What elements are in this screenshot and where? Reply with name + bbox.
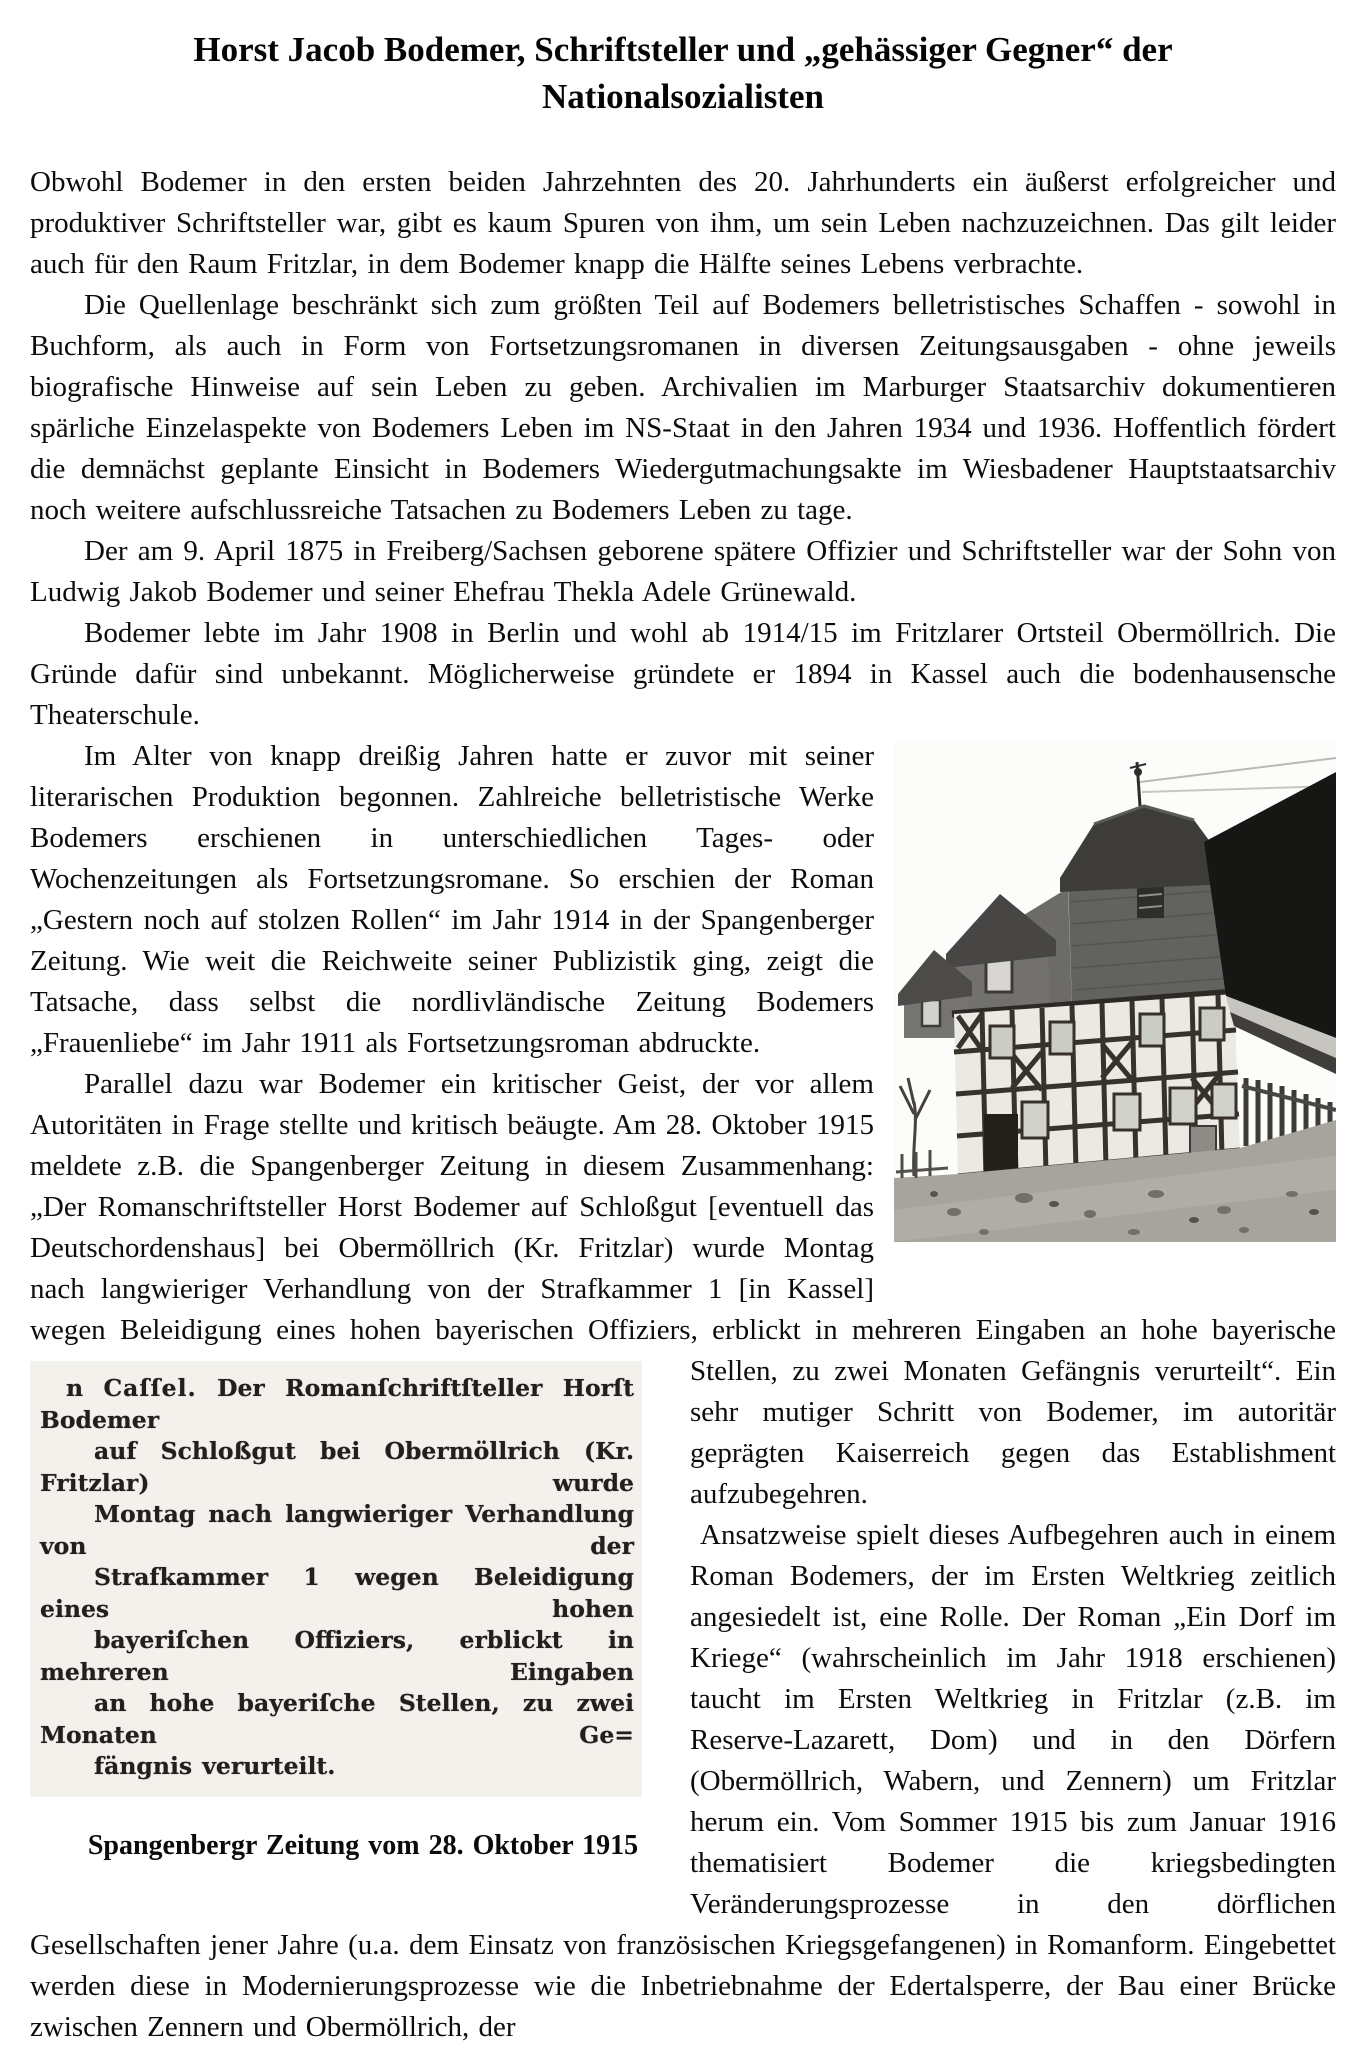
clipping-line: Montag nach langwieriger Verhandlung von der — [40, 1500, 634, 1560]
clipping-line: Strafkammer 1 wegen Beleidigung eines hohen — [40, 1563, 634, 1623]
paragraph-1: Obwohl Bodemer in den ersten beiden Jahrzehnten des 20. Jahrhunderts ein äußerst erfolgreicher und produktiver Schriftsteller war, gibt es kaum Spuren von ihm, um sein Leben nachzuzeichnen. Das gilt leider auch für den Raum Fritzlar, in dem Bodemer knapp die Hälfte seines Lebens verbrachte. — [30, 166, 1336, 280]
paragraph-2: Die Quellenlage beschränkt sich zum größten Teil auf Bodemers belletristisches Schaffen - sowohl in Buchform, als auch in Form von Fortsetzungsromanen in diversen Zeitungsausgaben - ohne jeweils biografische Hinweise auf sein Leben zu geben. Archivalien im Marburger Staatsarchiv dokumentieren spärliche Einzelaspekte von Bodemers Leben im NS-Staat in den Jahren 1934 und 1936. Hoffentlich fördert die demnächst geplante Einsicht in Bodemers Wiedergutmachungsakte im Wiesbadener Hauptstaatsarchiv noch weitere aufschlussreiche Tatsachen zu Bodemers Leben zu tage. — [30, 289, 1336, 526]
clipping-fraktur-text — [30, 1361, 642, 1797]
clipping-caption: Spangenbergr Zeitung vom 28. Oktober 1915 — [87, 1829, 639, 1861]
clipping-line: fängnis verurteilt. — [94, 1752, 336, 1780]
title-line-2: Nationalsozialisten — [542, 77, 824, 116]
clipping-line: bayeriſchen Offiziers, erblickt in mehreren Eingaben — [40, 1626, 634, 1686]
clipping-dateline: Caſſel. — [103, 1374, 197, 1402]
clipping-margin-mark: n — [66, 1374, 84, 1402]
paragraph-6-text-after-clipping: mehreren Eingaben an hohe bayerische Stellen, zu zwei Monaten Gefängnis verurteilt“. Ein sehr mutiger Schritt von Bodemer, im autoritär geprägten Kaiserreich gegen das Establishment aufzubegehren. — [690, 1314, 1337, 1510]
clipping-line — [40, 1373, 634, 1436]
title-line-1: Horst Jacob Bodemer, Schriftsteller und „gehässiger Gegner“ der — [193, 30, 1173, 69]
paragraph-5-text: Im Alter von knapp dreißig Jahren hatte er zuvor mit seiner literarischen Produktion begonnen. Zahlreiche belletristische Werke Bodemers erschienen in unterschiedlichen Tages- oder Wochenzeitungen als Fortsetzungsromane. So erschien der Roman „Gestern noch auf stolzen Rollen“ im Jahr 1914 in der Spangenberger Zeitung. Wie weit die Reichweite seiner Publizistik ging, zeigt die Tatsache, dass selbst die nordlivländische Zeitung Bodemers „Frauenliebe“ im Jahr 1911 als Fortsetzungsroman abdruckte. — [30, 740, 874, 1059]
paragraph-3: Der am 9. April 1875 in Freiberg/Sachsen geborene spätere Offizier und Schriftsteller war der Sohn von Ludwig Jakob Bodemer und seiner Ehefrau Thekla Adele Grünewald. — [30, 535, 1336, 608]
paragraph-7: Ansatzweise spielt dieses Aufbegehren auch in einem Roman Bodemers, der im Ersten Weltkrieg zeitlich angesiedelt ist, eine Rolle. Der Roman „Ein Dorf im Kriege“ (wahrscheinlich im Jahr 1918 erschienen) taucht im Ersten Weltkrieg in Fritzlar (z.B. im Reserve-Lazarett, Dom) und in den Dörfern (Obermöllrich, Wabern, und Zennern) um Fritzlar herum ein. Vom Sommer 1915 bis zum Januar 1916 thematisiert Bodemer die kriegsbedingten Veränderungsprozesse in den dörflichen Gesellschaften jener Jahre (u.a. dem Einsatz von französischen Kriegsgefangenen) in Romanform. Eingebettet werden diese in Modernierungsprozesse wie die Inbetriebnahme der Edertalsperre, der Bau einer Brücke zwischen Zennern und Obermöllrich, der — [30, 1519, 1336, 2043]
paragraph-5 — [30, 736, 1336, 1064]
clipping-line: an hohe bayeriſche Stellen, zu zwei Monaten Ge= — [40, 1689, 634, 1749]
page-title — [30, 26, 1336, 120]
paragraph-6-text-before-clipping: Parallel dazu war Bodemer ein kritischer Geist, der vor allem Autoritäten in Frage stellte und kritisch beäugte. Am 28. Oktober 1915 meldete z.B. die Spangenberger Zeitung in diesem Zusammenhang: „Der Romanschriftsteller Horst Bodemer auf Schloßgut [eventuell das Deutschordenshaus] bei Obermöllrich (Kr. Fritzlar) wurde Montag nach langwieriger Verhandlung von der Strafkammer 1 [in Kassel] wegen Beleidigung eines hohen bayerischen Offiziers, erblickt in — [30, 1068, 874, 1346]
paragraph-4: Bodemer lebte im Jahr 1908 in Berlin und wohl ab 1914/15 im Fritzlarer Ortsteil Obermöllrich. Die Gründe dafür sind unbekannt. Möglicherweise gründete er 1894 in Kassel auch die bodenhausensche Theaterschule. — [30, 617, 1336, 731]
clipping-line: auf Schloßgut bei Obermöllrich (Kr. Fritzlar) wurde — [40, 1437, 634, 1497]
newspaper-clipping — [30, 1361, 642, 1873]
house-photo — [894, 742, 1336, 1242]
house-photo-illustration — [894, 742, 1336, 1242]
clipping-line-text: Der Romanſchriftſteller Horſt Bodemer — [40, 1374, 634, 1434]
